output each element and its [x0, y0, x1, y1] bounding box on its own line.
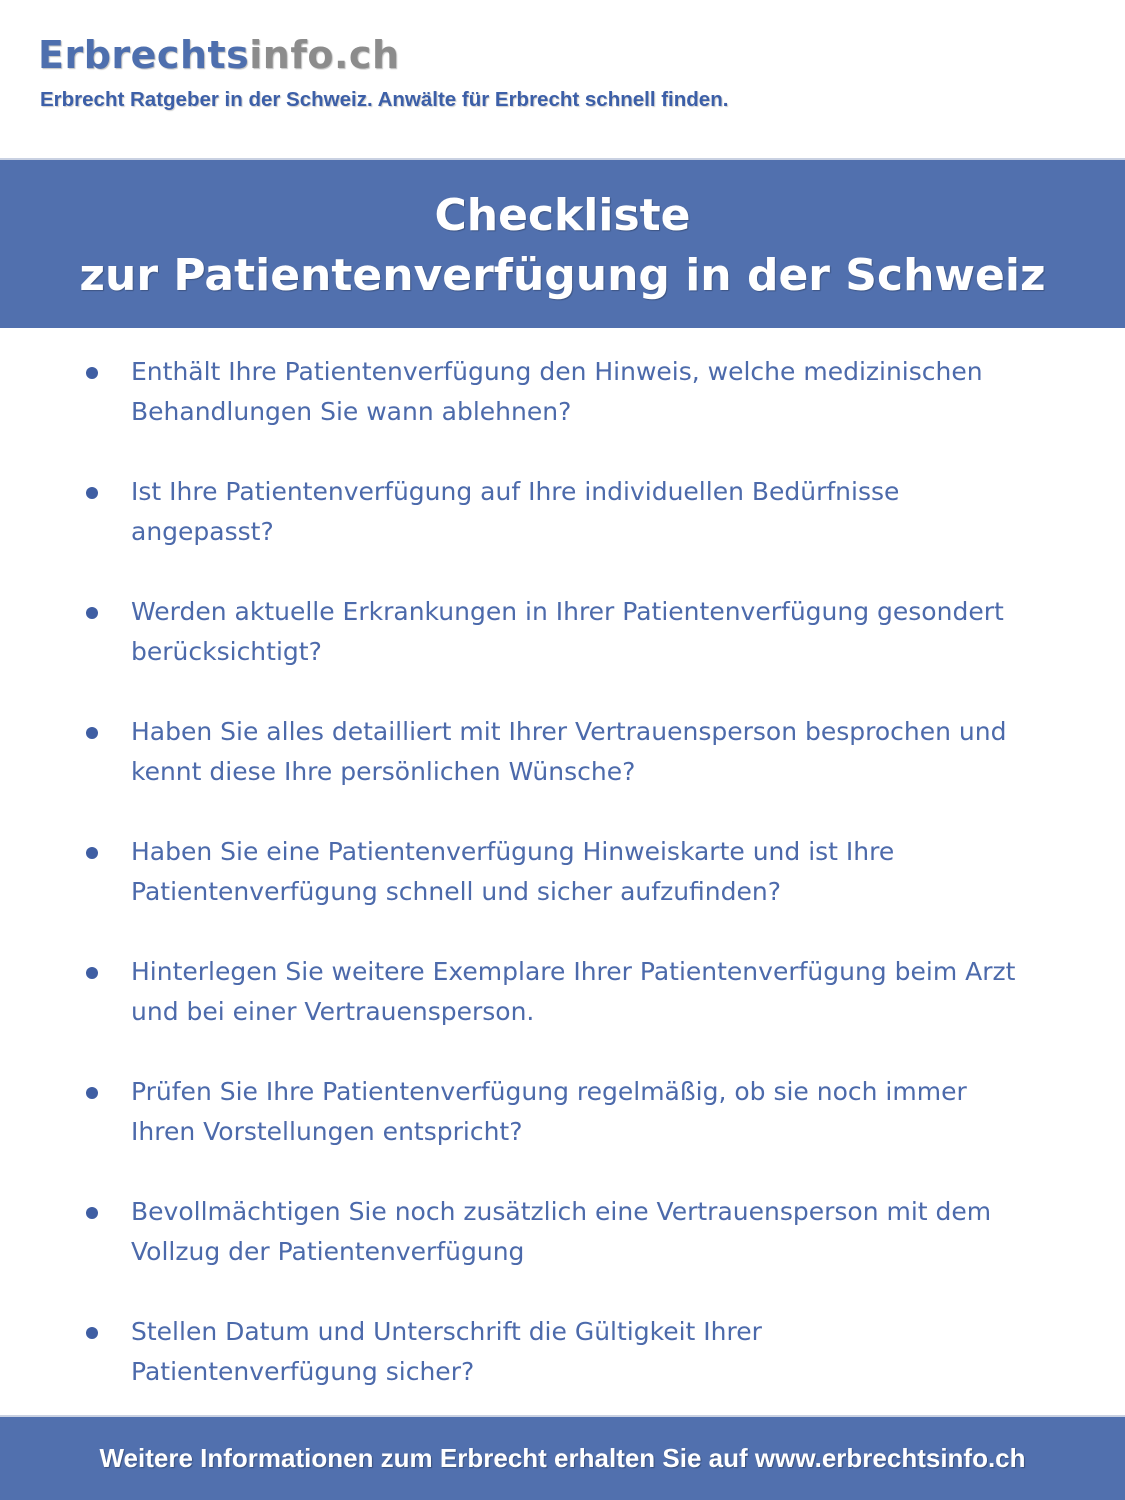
checklist-item-text: Werden aktuelle Erkrankungen in Ihrer Patientenverfügung gesondert berücksichtigt? [131, 597, 1004, 666]
checklist-item-text: Ist Ihre Patientenverfügung auf Ihre individuellen Bedürfnisse angepasst? [131, 477, 900, 546]
checklist-item [0, 1072, 1125, 1192]
checklist-item [0, 1192, 1125, 1312]
checklist-item [0, 352, 1125, 472]
checklist-item [0, 832, 1125, 952]
footer-banner [0, 1415, 1125, 1500]
site-tagline: Erbrecht Ratgeber in der Schweiz. Anwälte für Erbrecht schnell finden. [40, 88, 729, 111]
title-banner [0, 158, 1125, 328]
logo-text-secondary: info.ch [249, 33, 400, 77]
checklist [0, 352, 1125, 1432]
checklist-item-text: Bevollmächtigen Sie noch zusätzlich eine Vertrauensperson mit dem Vollzug der Patientenverfügung [131, 1197, 992, 1266]
bullet-icon [86, 367, 98, 379]
logo-text-primary: Erbrechts [38, 33, 250, 77]
checklist-item [0, 1312, 1125, 1432]
checklist-item [0, 472, 1125, 592]
checklist-item-text: Prüfen Sie Ihre Patientenverfügung regelmäßig, ob sie noch immer Ihren Vorstellungen entspricht? [131, 1077, 967, 1146]
checklist-item [0, 712, 1125, 832]
checklist-item-text: Haben Sie alles detailliert mit Ihrer Vertrauensperson besprochen und kennt diese Ihre persönlichen Wünsche? [131, 717, 1007, 786]
checklist-item-text: Stellen Datum und Unterschrift die Gültigkeit Ihrer Patientenverfügung sicher? [131, 1317, 762, 1386]
footer-info-text: Weitere Informationen zum Erbrecht erhalten Sie auf www.erbrechtsinfo.ch [99, 1443, 1026, 1473]
bullet-icon [86, 1327, 98, 1339]
bullet-icon [86, 847, 98, 859]
checklist-item [0, 592, 1125, 712]
site-logo [38, 32, 400, 78]
bullet-icon [86, 967, 98, 979]
bullet-icon [86, 487, 98, 499]
page-title-line-2: zur Patientenverfügung in der Schweiz [79, 250, 1046, 301]
checklist-item-text: Haben Sie eine Patientenverfügung Hinweiskarte und ist Ihre Patientenverfügung schnell und sicher aufzufinden? [131, 837, 895, 906]
checklist-item [0, 952, 1125, 1072]
bullet-icon [86, 1087, 98, 1099]
checklist-item-text: Hinterlegen Sie weitere Exemplare Ihrer Patientenverfügung beim Arzt und bei einer Vertrauensperson. [131, 957, 1016, 1026]
page-title-line-1: Checkliste [434, 190, 691, 241]
bullet-icon [86, 607, 98, 619]
bullet-icon [86, 1207, 98, 1219]
checklist-item-text: Enthält Ihre Patientenverfügung den Hinweis, welche medizinischen Behandlungen Sie wann ablehnen? [131, 357, 983, 426]
bullet-icon [86, 727, 98, 739]
